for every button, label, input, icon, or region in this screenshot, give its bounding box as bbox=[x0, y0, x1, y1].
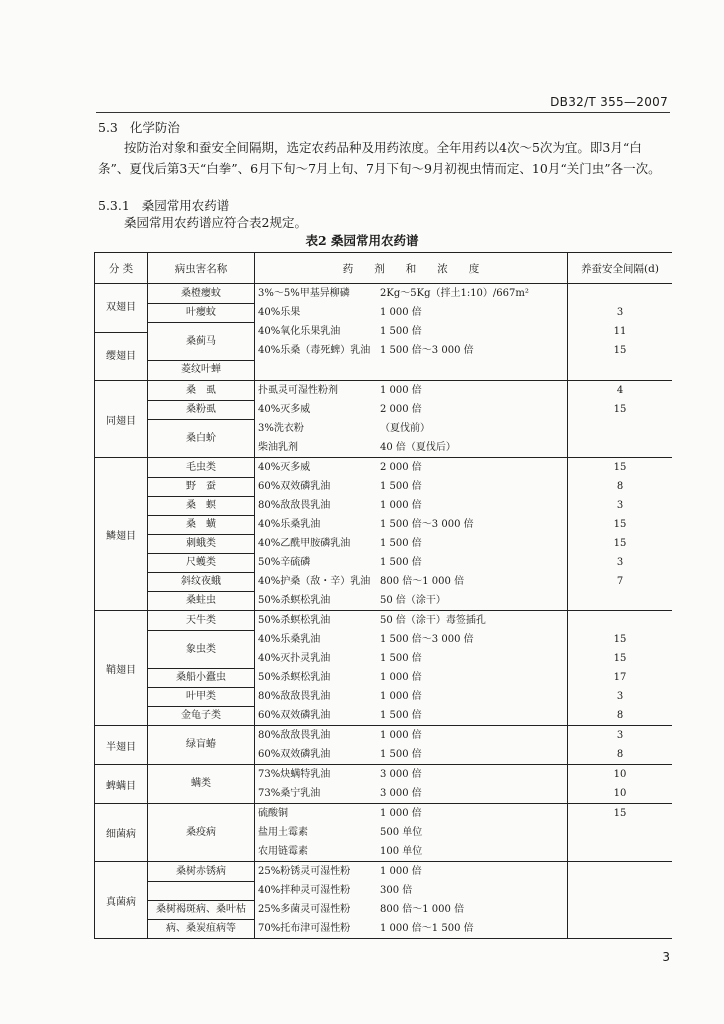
drug-line bbox=[255, 842, 567, 861]
paragraph-schedule-text: 按防治对象和蚕安全间隔期，选定农药品种及用药浓度。全年用药以4次～5次为宜。即3月“白条”、夏伐后第3天“白拳”、6月下旬～7月上旬、7月下旬～9月初视虫情而定、10月“关门虫”各一次。 bbox=[98, 140, 661, 176]
drug-name: 80%敌敌畏乳油 bbox=[258, 691, 331, 702]
drug-concentration: 1 500 倍 bbox=[380, 710, 422, 721]
pest-cell bbox=[148, 611, 255, 726]
header-rule bbox=[96, 112, 670, 113]
drug-line bbox=[255, 360, 567, 379]
drug-concentration bbox=[380, 360, 567, 379]
category-cell: 鳞翅目 bbox=[95, 458, 148, 611]
interval-value bbox=[568, 823, 672, 842]
interval-value: 8 bbox=[616, 481, 624, 492]
drug-concentration: 1 500 倍 bbox=[380, 481, 422, 492]
drug-concentration: 50 倍（涂干）毒签插孔 bbox=[380, 615, 486, 626]
drug-concentration: 50 倍（涂干） bbox=[380, 595, 446, 606]
drug-concentration: 100 单位 bbox=[380, 846, 423, 857]
drug-line bbox=[255, 303, 567, 322]
table-row bbox=[95, 611, 673, 726]
interval-cell bbox=[568, 611, 673, 726]
category-label: 缨翅目 bbox=[95, 332, 147, 381]
drug-name: 25%多菌灵可湿性粉 bbox=[258, 904, 351, 915]
table-row bbox=[95, 726, 673, 765]
pest-name: 象虫类 bbox=[148, 630, 254, 668]
table-row bbox=[95, 804, 673, 862]
pest-name: 菱纹叶蝉 bbox=[148, 360, 254, 379]
pest-name: 叶瘿蚊 bbox=[148, 303, 254, 322]
drug-line bbox=[255, 745, 567, 764]
drug-concentration: 1 000 倍 bbox=[380, 500, 422, 511]
drug-name: 50%杀螟松乳油 bbox=[258, 595, 331, 606]
table-body bbox=[95, 284, 673, 939]
drug-line bbox=[255, 553, 567, 572]
interval-value: 7 bbox=[616, 576, 624, 587]
drug-cell bbox=[255, 726, 568, 765]
pest-cell bbox=[148, 381, 255, 458]
pest-name: 桑 螟 bbox=[148, 496, 254, 515]
interval-value: 15 bbox=[613, 634, 627, 645]
drug-line bbox=[255, 458, 567, 477]
drug-concentration: 1 500 倍 bbox=[380, 326, 422, 337]
category-cell: 同翅目 bbox=[95, 381, 148, 458]
paragraph-table-ref bbox=[98, 212, 670, 233]
drug-line bbox=[255, 823, 567, 842]
drug-name: 40%灭多威 bbox=[258, 462, 311, 473]
drug-line bbox=[255, 900, 567, 919]
table-caption: 表2 桑园常用农药谱 bbox=[305, 233, 419, 248]
drug-name: 40%乙酰甲胺磷乳油 bbox=[258, 538, 351, 549]
interval-value: 15 bbox=[613, 538, 627, 549]
interval-value bbox=[568, 611, 672, 630]
drug-concentration: 500 单位 bbox=[380, 827, 423, 838]
pest-name: 桑 虱 bbox=[186, 385, 216, 396]
drug-cell bbox=[255, 458, 568, 611]
drug-name: 60%双效磷乳油 bbox=[258, 749, 331, 760]
drug-line bbox=[255, 341, 567, 360]
interval-value bbox=[568, 438, 672, 457]
interval-value bbox=[568, 900, 672, 919]
drug-line bbox=[255, 381, 567, 400]
drug-cell bbox=[255, 381, 568, 458]
drug-concentration: 1 500 倍 bbox=[380, 653, 422, 664]
interval-value: 4 bbox=[616, 385, 624, 396]
drug-concentration: 1 000 倍 bbox=[380, 808, 422, 819]
drug-cell bbox=[255, 611, 568, 726]
pest-name bbox=[148, 881, 254, 900]
drug-line bbox=[255, 534, 567, 553]
interval-value bbox=[568, 842, 672, 861]
pest-name: 桑橙瘿蚊 bbox=[181, 288, 221, 299]
pest-name: 桑船小蠹虫 bbox=[148, 668, 254, 687]
interval-value: 8 bbox=[616, 710, 624, 721]
drug-name: 60%双效磷乳油 bbox=[258, 710, 331, 721]
interval-value bbox=[568, 862, 672, 881]
drug-name: 40%灭多威 bbox=[258, 404, 311, 415]
drug-concentration: 3 000 倍 bbox=[380, 788, 422, 799]
pest-cell bbox=[148, 862, 255, 939]
interval-value: 8 bbox=[616, 749, 624, 760]
drug-concentration: 1 500 倍～3 000 倍 bbox=[380, 345, 474, 356]
category-cell: 真菌病 bbox=[95, 862, 148, 939]
table-row bbox=[95, 458, 673, 611]
category-cell: 半翅目 bbox=[95, 726, 148, 765]
pest-name: 桑蓟马 bbox=[148, 322, 254, 360]
table-row bbox=[95, 765, 673, 804]
pest-name: 桑 蟥 bbox=[148, 515, 254, 534]
drug-line bbox=[255, 668, 567, 687]
pest-cell bbox=[148, 726, 255, 765]
pest-name: 桑粉虱 bbox=[148, 400, 254, 419]
drug-line bbox=[255, 804, 567, 823]
drug-line bbox=[255, 400, 567, 419]
drug-line bbox=[255, 630, 567, 649]
interval-value: 15 bbox=[613, 519, 627, 530]
drug-name: 50%辛硫磷 bbox=[258, 557, 311, 568]
category-cell: 蜱螨目 bbox=[95, 765, 148, 804]
interval-cell bbox=[568, 765, 673, 804]
interval-value: 15 bbox=[613, 653, 627, 664]
interval-value: 10 bbox=[613, 769, 627, 780]
drug-concentration: 1 500 倍 bbox=[380, 557, 422, 568]
drug-name: 农用链霉素 bbox=[258, 846, 308, 857]
interval-value: 15 bbox=[613, 808, 627, 819]
drug-name: 3%洗衣粉 bbox=[258, 423, 304, 434]
pest-cell bbox=[148, 284, 255, 381]
drug-name: 40%氧化乐果乳油 bbox=[258, 326, 341, 337]
drug-concentration: 1 000 倍～1 500 倍 bbox=[380, 923, 474, 934]
drug-line bbox=[255, 591, 567, 610]
drug-concentration: 1 000 倍 bbox=[380, 307, 422, 318]
interval-value bbox=[568, 919, 672, 938]
pest-cell bbox=[148, 765, 255, 804]
pesticide-table bbox=[94, 252, 672, 939]
drug-concentration: 800 倍～1 000 倍 bbox=[380, 576, 465, 587]
drug-name: 73%桑宁乳油 bbox=[258, 788, 321, 799]
drug-line bbox=[255, 687, 567, 706]
interval-value: 3 bbox=[616, 307, 624, 318]
drug-concentration: 1 000 倍 bbox=[380, 672, 422, 683]
pest-name: 桑白蚧 bbox=[148, 419, 254, 457]
interval-value: 3 bbox=[616, 500, 624, 511]
interval-value: 10 bbox=[613, 788, 627, 799]
section-number: 5.3 bbox=[98, 120, 118, 135]
drug-line bbox=[255, 765, 567, 784]
interval-value: 3 bbox=[616, 730, 624, 741]
interval-value bbox=[568, 284, 672, 303]
interval-value: 3 bbox=[616, 557, 624, 568]
drug-line bbox=[255, 438, 567, 457]
drug-concentration: 1 000 倍 bbox=[380, 866, 422, 877]
drug-line bbox=[255, 706, 567, 725]
pest-name: 天牛类 bbox=[186, 615, 216, 626]
drug-line bbox=[255, 477, 567, 496]
interval-cell bbox=[568, 726, 673, 765]
pest-name: 斜纹夜蛾 bbox=[148, 572, 254, 591]
drug-name: 40%护桑（敌・辛）乳油 bbox=[258, 576, 371, 587]
page-number: 3 bbox=[662, 950, 670, 964]
document-code: DB32/T 355—2007 bbox=[550, 95, 668, 109]
interval-cell bbox=[568, 381, 673, 458]
drug-name: 40%乐桑乳油 bbox=[258, 634, 321, 645]
drug-name: 40%乐果 bbox=[258, 307, 301, 318]
interval-cell bbox=[568, 458, 673, 611]
drug-name: 40%拌种灵可湿性粉 bbox=[258, 885, 351, 896]
pest-name: 病、桑炭疽病等 bbox=[148, 919, 254, 938]
pest-name: 绿盲蝽 bbox=[186, 739, 216, 750]
category-cell: 鞘翅目 bbox=[95, 611, 148, 726]
pest-cell bbox=[148, 458, 255, 611]
interval-value: 17 bbox=[613, 672, 627, 683]
header-drug: 药 剂 和 浓 度 bbox=[255, 253, 568, 284]
drug-line bbox=[255, 611, 567, 630]
drug-name: 50%杀螟松乳油 bbox=[258, 672, 331, 683]
section-heading bbox=[98, 118, 180, 136]
drug-cell bbox=[255, 804, 568, 862]
drug-line bbox=[255, 881, 567, 900]
subsection-title: 桑园常用农药谱 bbox=[141, 198, 230, 213]
pest-name: 尺蠖类 bbox=[148, 553, 254, 572]
drug-name: 50%杀螟松乳油 bbox=[258, 615, 331, 626]
drug-name: 扑虱灵可湿性粉剂 bbox=[258, 385, 338, 396]
drug-concentration: 1 500 倍 bbox=[380, 749, 422, 760]
interval-value: 11 bbox=[613, 326, 627, 337]
drug-concentration: 40 倍（夏伐后） bbox=[380, 442, 456, 453]
table-row bbox=[95, 284, 673, 381]
drug-line bbox=[255, 496, 567, 515]
pest-name: 桑树褐斑病、桑叶枯 bbox=[148, 900, 254, 919]
drug-line bbox=[255, 784, 567, 803]
pest-name: 螨类 bbox=[191, 778, 211, 789]
section-title: 化学防治 bbox=[129, 120, 180, 135]
drug-line bbox=[255, 919, 567, 938]
drug-line bbox=[255, 322, 567, 341]
drug-name: 柴油乳剂 bbox=[258, 442, 298, 453]
header-pest: 病虫害名称 bbox=[148, 253, 255, 284]
drug-name: 40%乐桑（毒死蜱）乳油 bbox=[258, 345, 371, 356]
category-cell: 细菌病 bbox=[95, 804, 148, 862]
drug-concentration: 2 000 倍 bbox=[380, 462, 422, 473]
drug-name: 73%炔螨特乳油 bbox=[258, 769, 331, 780]
pest-name: 桑蛀虫 bbox=[148, 591, 254, 610]
interval-value: 15 bbox=[613, 404, 627, 415]
pest-name: 桑树赤锈病 bbox=[176, 866, 226, 877]
interval-value bbox=[568, 419, 672, 438]
drug-cell bbox=[255, 765, 568, 804]
pest-cell bbox=[148, 804, 255, 862]
drug-concentration: （夏伐前） bbox=[380, 423, 430, 434]
interval-value: 15 bbox=[613, 462, 627, 473]
interval-value: 3 bbox=[616, 691, 624, 702]
interval-cell bbox=[568, 804, 673, 862]
drug-name: 硫酸铜 bbox=[258, 808, 288, 819]
drug-name: 80%敌敌畏乳油 bbox=[258, 730, 331, 741]
paragraph-schedule bbox=[98, 137, 670, 179]
category-cell bbox=[95, 284, 148, 381]
drug-name: 40%灭扑灵乳油 bbox=[258, 653, 331, 664]
table-row bbox=[95, 862, 673, 939]
drug-name: 盐用土霉素 bbox=[258, 827, 308, 838]
drug-concentration: 2Kg～5Kg（拌土1:10）/667m² bbox=[380, 288, 529, 299]
table-frame bbox=[94, 252, 672, 952]
drug-concentration: 1 500 倍～3 000 倍 bbox=[380, 634, 474, 645]
drug-concentration: 1 500 倍～3 000 倍 bbox=[380, 519, 474, 530]
drug-name: 70%托布津可湿性粉 bbox=[258, 923, 351, 934]
paragraph-table-ref-text: 桑园常用农药谱应符合表2规定。 bbox=[124, 215, 307, 230]
drug-concentration: 1 500 倍 bbox=[380, 538, 422, 549]
drug-line bbox=[255, 284, 567, 303]
drug-name: 40%乐桑乳油 bbox=[258, 519, 321, 530]
pest-name: 桑疫病 bbox=[186, 827, 216, 838]
pest-name: 叶甲类 bbox=[148, 687, 254, 706]
drug-cell bbox=[255, 284, 568, 381]
drug-name: 25%粉锈灵可湿性粉 bbox=[258, 866, 351, 877]
pest-name: 金龟子类 bbox=[148, 706, 254, 725]
drug-line bbox=[255, 649, 567, 668]
drug-line bbox=[255, 419, 567, 438]
table-row bbox=[95, 381, 673, 458]
drug-name: 60%双效磷乳油 bbox=[258, 481, 331, 492]
header-interval: 养蚕安全间隔(d) bbox=[568, 253, 673, 284]
pest-name: 野 蚕 bbox=[148, 477, 254, 496]
interval-value: 15 bbox=[613, 345, 627, 356]
drug-cell bbox=[255, 862, 568, 939]
interval-value bbox=[568, 881, 672, 900]
header-category: 分 类 bbox=[95, 253, 148, 284]
drug-concentration: 3 000 倍 bbox=[380, 769, 422, 780]
drug-concentration: 1 000 倍 bbox=[380, 691, 422, 702]
pest-name: 刺蛾类 bbox=[148, 534, 254, 553]
interval-cell bbox=[568, 284, 673, 381]
drug-name: 80%敌敌畏乳油 bbox=[258, 500, 331, 511]
interval-value bbox=[568, 591, 672, 610]
category-label: 双翅目 bbox=[106, 302, 136, 313]
drug-line bbox=[255, 862, 567, 881]
table-header-row bbox=[95, 253, 673, 284]
drug-name bbox=[258, 360, 380, 379]
drug-concentration: 800 倍～1 000 倍 bbox=[380, 904, 465, 915]
drug-name: 3%～5%甲基异柳磷 bbox=[258, 288, 350, 299]
drug-concentration: 300 倍 bbox=[380, 885, 413, 896]
drug-concentration: 1 000 倍 bbox=[380, 730, 422, 741]
interval-value bbox=[568, 360, 672, 379]
subsection-number: 5.3.1 bbox=[98, 198, 130, 213]
category-stack bbox=[95, 284, 147, 380]
drug-line bbox=[255, 726, 567, 745]
drug-concentration: 2 000 倍 bbox=[380, 404, 422, 415]
drug-line bbox=[255, 515, 567, 534]
drug-line bbox=[255, 572, 567, 591]
pest-name: 毛虫类 bbox=[186, 462, 216, 473]
drug-concentration: 1 000 倍 bbox=[380, 385, 422, 396]
interval-cell bbox=[568, 862, 673, 939]
